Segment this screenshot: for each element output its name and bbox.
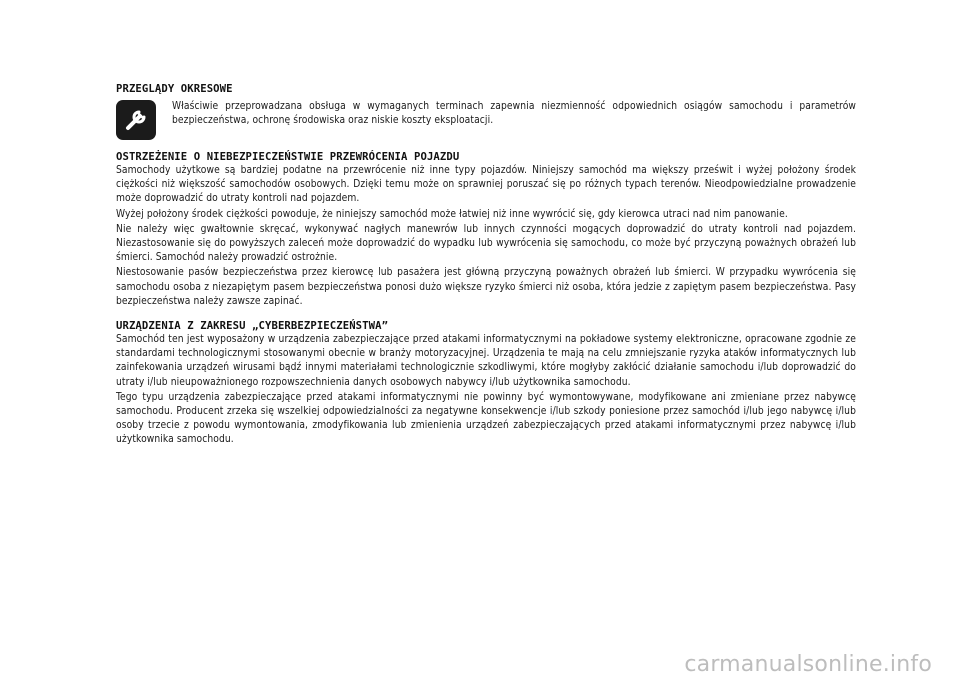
cybersecurity-paragraph: Tego typu urządzenia zabezpieczające przed atakami informatycznymi nie powinny być wymontowywane, modyfikowane ani zmieniane przez nabywcę samochodu. Producent zrzeka się wszelkiej odpowiedzialności za negatywne konsekwencje i/lub szkody poniesione przez samochód i/lub jego nabywcę i/lub osoby trzecie z powodu wymontowania, zmodyfikowania lub zmienienia urządzeń zabezpieczających przed atakami informatycznymi przez nabywcę i/lub użytkownika samochodu. <box>116 391 856 446</box>
service-intro-text: Właściwie przeprowadzana obsługa w wymaganych terminach zapewnia niezmienność odpowiednich osiągów samochodu i parametrów bezpieczeństwa, ochronę środowiska oraz niskie koszty eksploatacji. <box>172 101 856 127</box>
cybersecurity-paragraph: Samochód ten jest wyposażony w urządzenia zabezpieczające przed atakami informatycznymi na pokładowe systemy elektroniczne, opracowane zgodnie ze standardami technologicznymi stosowanymi obecnie w branży motoryzacyjnej. Urządzenia te mają na celu zmniejszanie ryzyka ataków informatycznych lub zainfekowania urządzeń wirusami bądź innymi materiałami technologicznie szkodliwymi, które mogłyby zakłócić działanie samochodu i/lub doprowadzić do utraty i/lub nieupoważnionego rozpowszechnienia danych osobowych nabywcy i/lub użytkownika samochodu. <box>116 334 856 388</box>
section-title-cybersecurity: URZĄDZENIA Z ZAKRESU „CYBERBEZPIECZEŃSTWA” <box>116 320 389 333</box>
section-title-rollover-warning: OSTRZEŻENIE O NIEBEZPIECZEŃSTWIE PRZEWRÓCENIA POJAZDU <box>116 151 460 163</box>
rollover-paragraph: Wyżej położony środek ciężkości powoduje, że niniejszy samochód może łatwiej niż inne wywrócić się, gdy kierowca utraci nad nim panowanie. <box>116 208 788 220</box>
service-intro <box>116 100 856 140</box>
rollover-paragraph: Niestosowanie pasów bezpieczeństwa przez kierowcę lub pasażera jest główną przyczyną poważnych obrażeń lub śmierci. W przypadku wywrócenia się samochodu osoba z niezapiętym pasem bezpieczeństwa ponosi dużo większe ryzyko śmierci niż osoba, która jedzie z zapiętym pasem bezpieczeństwa. Pasy bezpieczeństwa należy zawsze zapinać. <box>116 267 856 307</box>
watermark-text: carmanualsonline.info <box>684 652 932 677</box>
wrench-icon <box>116 100 156 140</box>
rollover-paragraph: Nie należy więc gwałtownie skręcać, wykonywać nagłych manewrów lub innych czynności mogących doprowadzić do utraty kontroli nad pojazdem. Niezastosowanie się do powyższych zaleceń może doprowadzić do wypadku lub wywrócenia się samochodu, co może być przyczyną poważnych obrażeń lub śmierci. Samochód należy prowadzić ostrożnie. <box>116 223 856 264</box>
manual-page <box>116 82 856 448</box>
rollover-paragraph: Samochody użytkowe są bardziej podatne na przewrócenie niż inne typy pojazdów. Niniejszy samochód ma większy prześwit i wyżej położony środek ciężkości niż większość samochodów osobowych. Dzięki temu może on sprawniej poruszać się po różnych typach terenów. Nieodpowiedzialne prowadzenie może doprowadzić do utraty kontroli nad pojazdem. <box>116 165 856 205</box>
section-title-periodic-service: PRZEGLĄDY OKRESOWE <box>116 83 233 95</box>
